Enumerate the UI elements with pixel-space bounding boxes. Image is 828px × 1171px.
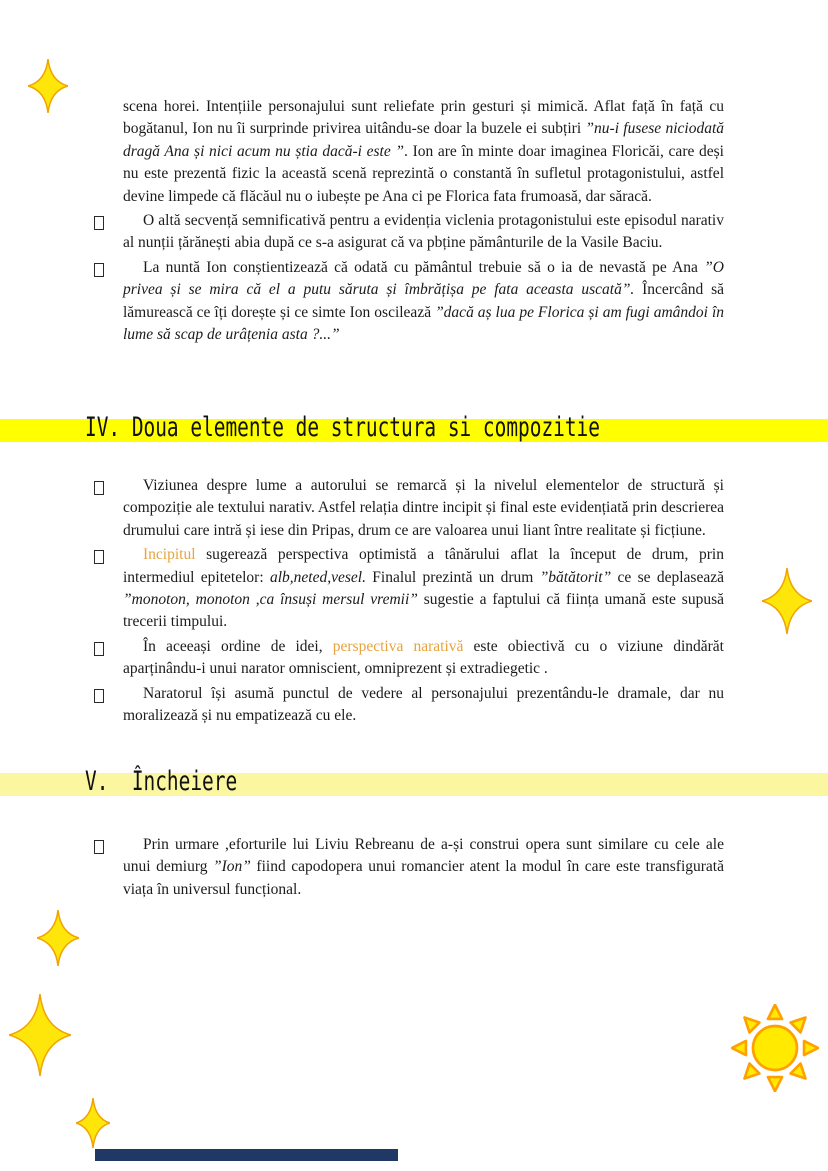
quote-segment: ”Ion”: [213, 858, 251, 876]
quote-segment: ”dacă aș lua pe Florica și am fugi amândoi în lume să scap de urâțenia asta ?...”: [123, 303, 724, 344]
bullet-text: [123, 210, 724, 255]
star-icon: [28, 59, 68, 113]
text-segment: ce se deplasează: [611, 568, 724, 586]
bullet-text: [123, 257, 724, 347]
text-segment: Naratorul își asumă punctul de vedere al personajului prezentându-le dramale, dar nu moralizează și nu empatizează cu ele.: [123, 684, 724, 725]
bullet-box-icon: [94, 481, 104, 495]
epithet-segment: alb,neted,vesel.: [269, 568, 366, 586]
text-block-section-iv: [123, 475, 724, 729]
quote-segment: ”O privea și se mira că el a putu săruta și îmbrățișa pe fata aceasta uscată”.: [123, 258, 724, 299]
text-segment: În aceeași ordine de idei,: [143, 637, 333, 655]
bullet-item: [123, 257, 724, 347]
keyword-perspectiva-narativa: perspectiva narativă: [332, 637, 464, 655]
section-heading-v-label: V. Încheiere: [85, 766, 238, 797]
bullet-text: [123, 683, 724, 728]
text-block-section-v: [123, 834, 724, 903]
text-segment: Încercând să lămurească ce îți dorește și ce simte Ion oscilează: [123, 281, 724, 321]
text-segment: Finalul prezintă un drum: [365, 568, 540, 586]
keyword-incipitul: Incipitul: [143, 546, 196, 564]
bullet-box-icon: [94, 550, 104, 564]
bullet-box-icon: [94, 642, 104, 656]
bullet-item: [123, 210, 724, 255]
bullet-text: [123, 636, 724, 681]
text-segment: . Ion are în minte doar imaginea Floricăi, care deși nu este prezentă fizic la această scenă reprezintă o constantă în sufletul protagonistului, astfel devine limpede că flăcăul nu o iubește pe Ana ci pe Florica fata frumoasă, dar săracă.: [123, 142, 724, 205]
intro-paragraph: [123, 96, 724, 208]
bullet-item: [123, 834, 724, 901]
star-icon: [9, 994, 71, 1076]
quote-segment: ”monoton, monoton ,ca însuși mersul vremii”: [123, 591, 418, 609]
bullet-item: [123, 683, 724, 728]
text-segment: Prin urmare ,eforturile lui Liviu Rebreanu de a-și construi opera sunt similare cu cele ale unui demiurg: [123, 836, 724, 876]
bullet-item: [123, 544, 724, 634]
text-segment: scena horei. Intențiile personajului sunt reliefate prin gesturi și mimică. Aflat față în față cu bogătanul, Ion nu îi surprinde privirea uitându-se doar la buzele ei subțiri: [123, 98, 724, 138]
bullet-text: [123, 544, 724, 634]
bullet-text: [123, 475, 724, 542]
text-segment: O altă secvență semnificativă pentru a evidenția viclenia protagonistului este episodul narativ al nunții țărănești abia după ce s-a asigurat că va pbține pământurile de la Vasile Baciu.: [123, 212, 724, 252]
text-block-top: [123, 96, 724, 348]
bullet-box-icon: [94, 263, 104, 277]
bullet-box-icon: [94, 216, 104, 230]
section-heading-iv: [0, 412, 828, 443]
bullet-item: [123, 475, 724, 542]
bullet-item: [123, 636, 724, 681]
bottom-bar: [95, 1149, 398, 1161]
quote-segment: ”bătătorit”: [539, 568, 612, 586]
text-segment: La nuntă Ion conștientizează că odată cu pământul trebuie să o ia de nevastă pe Ana: [143, 258, 705, 276]
section-heading-iv-label: IV. Doua elemente de structura si compozitie: [85, 412, 600, 443]
text-segment: Viziunea despre lume a autorului se remarcă și la nivelul elementelor de structură și compoziție ale textului narativ. Astfel relația dintre incipit și final este evidențiată prin descrierea drumului care intră și iese din Pripas, drum ce are valoarea unui liant între realitate și ficțiune.: [123, 477, 724, 539]
text-segment: sugestie a faptului că ființa umană este supusă trecerii timpului.: [123, 591, 724, 631]
bullet-box-icon: [94, 689, 104, 703]
section-heading-v: [0, 766, 828, 797]
star-icon: [762, 568, 812, 634]
text-segment: este obiectivă cu o viziune dindărăt aparținându-i unui narator omniscient, omniprezent și extradiegetic .: [123, 637, 724, 678]
text-segment: fiind capodopera unui romancier atent la modul în care este transfigurată viața în universul funcțional.: [123, 858, 724, 898]
star-icon: [37, 910, 79, 966]
bullet-text: [123, 834, 724, 901]
sun-icon: [731, 1004, 819, 1092]
text-segment: sugerează perspectiva optimistă a tânărului aflat la început de drum, prin intermediul epitetelor:: [123, 546, 724, 586]
star-icon: [76, 1098, 110, 1148]
bullet-box-icon: [94, 840, 104, 854]
quote-segment: ”nu-i fusese niciodată dragă Ana și nici acum nu știa dacă-i este ”: [123, 120, 724, 160]
